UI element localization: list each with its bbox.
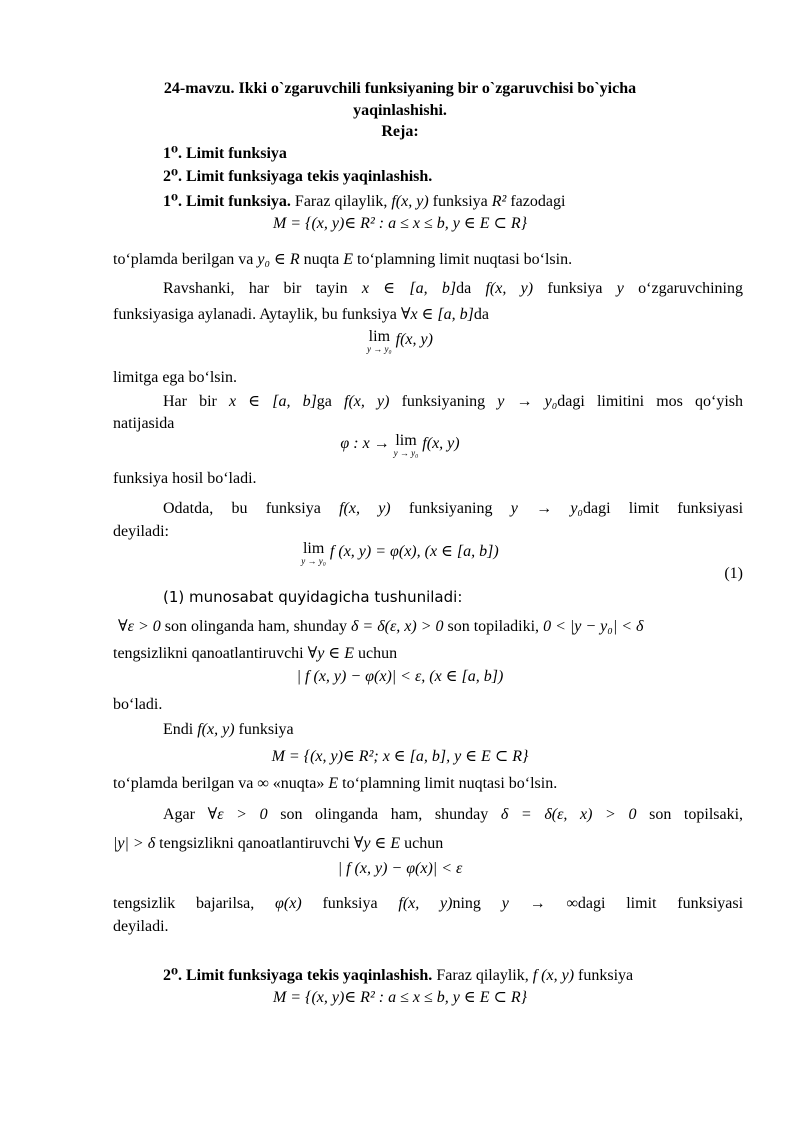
section2-heading: 2⁰. Limit funksiyaga tekis yaqinlashish. [163, 967, 433, 984]
set-M2-formula: M = {(x, y)∈ R²; x ∈ [a, b], y ∈ E ⊂ R} [271, 748, 529, 765]
paragraph-15: Endi f(x, y) funksiya [163, 721, 294, 738]
equation-number-1: (1) [724, 565, 743, 582]
section1-first-line: 1⁰. Limit funksiya. Faraz qilaylik, f(x, y) funksiya R² fazodagi [163, 193, 566, 210]
epsilon-inequality: | f (x, y) − φ(x)| < ε, (x ∈ [a, b]) [296, 668, 504, 685]
paragraph-3: Ravshanki, har bir tayin x ∈ [a, b]da f(x, y) funksiya y o‘zgaruvchining [163, 280, 743, 297]
set-M-formula: M = {(x, y)∈ R² : a ≤ x ≤ b, y ∈ E ⊂ R} [272, 215, 528, 232]
paragraph-14: bo‘ladi. [113, 696, 163, 713]
paragraph-16: to‘plamda berilgan va ∞ «nuqta» E to‘plamning limit nuqtasi bo‘lsin. [113, 775, 558, 792]
paragraph-17: Agar ∀ε > 0 son olinganda ham, shunday δ = δ(ε, x) > 0 son topilsaki, [163, 806, 744, 823]
paragraph-8: funksiya hosil bo‘ladi. [113, 470, 257, 487]
epsilon-inequality-2: | f (x, y) − φ(x)| < ε [337, 860, 463, 877]
paragraph-18: |y| > δ tengsizlikni qanoatlantiruvchi ∀y ∈ E uchun [113, 835, 444, 852]
paragraph-9: Odatda, bu funksiya f(x, y) funksiyaning y → y₀dagi limit funksiyasi [163, 500, 744, 517]
paragraph-6: Har bir x ∈ [a, b]ga f(x, y) funksiyaning y → y₀dagi limitini mos qo‘yish [163, 393, 743, 410]
title [0, 78, 800, 143]
section2-set-M: M = {(x, y)∈ R² : a ≤ x ≤ b, y ∈ E ⊂ R} [272, 989, 528, 1006]
paragraph-4: funksiyasiga aylanadi. Aytaylik, bu funksiya ∀x ∈ [a, b]da [113, 306, 489, 323]
section1-heading: 1⁰. Limit funksiya. [163, 193, 291, 210]
paragraph-19: tengsizlik bajarilsa, φ(x) funksiya f(x, y)ning y → ∞dagi limit funksiyasi [113, 895, 744, 912]
paragraph-5: limitga ega bo‘lsin. [113, 369, 237, 386]
paragraph-11: (1) munosabat quyidagicha tushuniladi: [163, 588, 463, 606]
title-line-2: yaqinlashishi. [353, 101, 447, 119]
paragraph-2: to‘plamda berilgan va y₀ ∈ R nuqta E to‘plamning limit nuqtasi bo‘lsin. [113, 251, 573, 268]
title-line-1: 24-mavzu. Ikki o`zgaruvchili funksiyaning bir o`zgaruvchisi bo`yicha [163, 80, 637, 97]
phi-map-formula: φ : x → lim y → y₀ f(x, y) [340, 432, 460, 458]
plan-item-1: 1⁰. Limit funksiya [163, 145, 287, 162]
paragraph-13: tengsizlikni qanoatlantiruvchi ∀y ∈ E uchun [113, 645, 398, 662]
paragraph-20: deyiladi. [113, 918, 169, 935]
paragraph-12: ∀ε > 0 son olinganda ham, shunday δ = δ(ε, x) > 0 son topiladiki, 0 < |y − y₀| < δ [118, 618, 644, 635]
limit-formula-1: lim y → y₀ f(x, y) [367, 328, 433, 354]
paragraph-7: natijasida [113, 415, 175, 432]
plan-item-2: 2⁰. Limit funksiyaga tekis yaqinlashish. [163, 168, 433, 185]
equation-1: lim y → y₀ f (x, y) = φ(x), (x ∈ [a, b]) [301, 540, 499, 566]
paragraph-10: deyiladi: [113, 523, 169, 540]
plan-label: Reja: [381, 123, 419, 141]
section2-first-line: 2⁰. Limit funksiyaga tekis yaqinlashish. Faraz qilaylik, f (x, y) funksiya [163, 967, 634, 984]
